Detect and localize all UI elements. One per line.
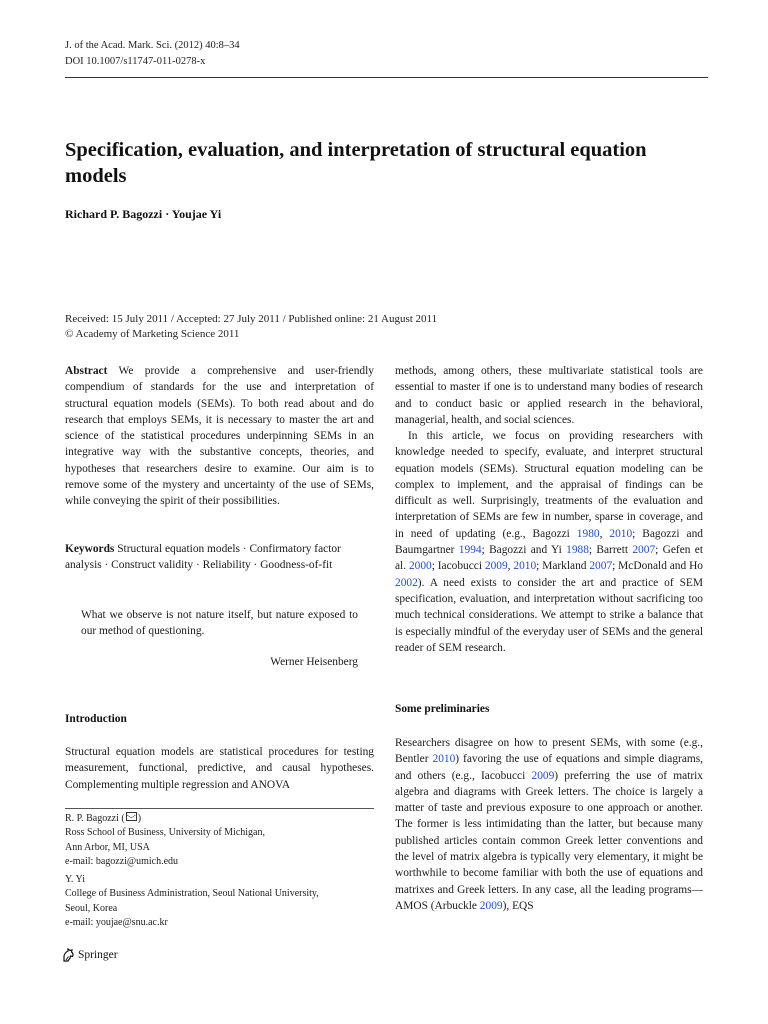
text-run: ; Iacobucci [431, 560, 485, 573]
text-run: ; Barrett [588, 544, 633, 557]
epigraph-author: Werner Heisenberg [270, 656, 358, 668]
citation-link[interactable]: 1994 [458, 544, 482, 557]
introduction-text [65, 744, 374, 793]
text-run: ; Bagozzi and Baumgartner [395, 527, 703, 557]
preliminaries-text [395, 735, 703, 914]
keywords-text: Structural equation models · Confirmatory factor analysis · Construct validity · Reliability · Goodness-of-fit [65, 543, 341, 572]
author2-location: Seoul, Korea [65, 902, 118, 914]
author2-institution: College of Business Administration, Seoul National University, [65, 888, 319, 900]
article-focus-paragraph [395, 428, 703, 656]
author1-name-prefix: R. P. Bagozzi ( [65, 813, 125, 824]
right-column-continuation [395, 363, 703, 428]
citation-link[interactable]: 1980 [576, 527, 600, 540]
abstract [65, 363, 374, 510]
citation-link[interactable]: 2007 [589, 560, 613, 573]
epigraph-quote: What we observe is not nature itself, but nature exposed to our method of questioning. [81, 609, 358, 638]
text-run: ; Gefen et al. [395, 544, 703, 573]
citation-link[interactable]: 2010 [609, 527, 633, 540]
abstract-text: We provide a comprehensive and user-friendly compendium of standards for the use and interpretation of structural equation models (SEMs). To both read about and do research that employs SEMs, it is necessary to master the art and science of the statistical procedures underpinning SEMs in an integrative way with the substantive concepts, theories, and hypotheses that researchers desire to examine. Our aim is to remove some of the mystery and uncertainty of the use of SEMs, while conveying the spirit of their possibilities. [65, 365, 374, 508]
text-run: Researchers disagree on how to present SEMs, with some (e.g., Bentler [395, 737, 703, 766]
text-run: ) favoring the use of equations and simple diagrams, and others (e.g., Iacobucci [395, 753, 704, 782]
citation-link[interactable]: 1988 [566, 544, 589, 557]
author1-name-suffix: ) [137, 813, 142, 824]
citation-link[interactable]: 2009 [531, 769, 555, 782]
introduction-heading: Introduction [65, 713, 127, 725]
envelope-icon [126, 812, 137, 821]
affiliation-author2 [65, 873, 319, 930]
header-rule [65, 77, 708, 78]
keywords [65, 541, 374, 574]
abstract-label: Abstract [65, 365, 108, 377]
preliminaries-heading: Some preliminaries [395, 703, 490, 715]
text-run: ; McDonald and Ho [612, 560, 703, 573]
article-title: Specification, evaluation, and interpretation of structural equation models [65, 139, 647, 187]
author1-location: Ann Arbor, MI, USA [65, 841, 150, 853]
text-run: ; Bagozzi and Yi [481, 544, 567, 557]
affiliation-author1 [65, 812, 265, 869]
right-paragraph-1: methods, among others, these multivariate statistical tools are essential to master if one is to understand many bodies of research and to conduct basic or applied research in the behavioral, managerial, health, and social sciences. [395, 365, 703, 426]
publisher-logo [62, 948, 118, 962]
footnote-rule [65, 808, 374, 809]
citation-link[interactable]: 2009 [479, 899, 503, 912]
author1-email: e-mail: bagozzi@umich.edu [65, 855, 179, 867]
citation-link[interactable]: 2010 [432, 753, 456, 766]
citation-link[interactable]: 2010 [513, 560, 537, 573]
springer-horse-icon [62, 948, 75, 962]
author1-institution: Ross School of Business, University of Michigan, [65, 827, 265, 839]
journal-citation: J. of the Acad. Mark. Sci. (2012) 40:8–34 [65, 40, 240, 51]
author2-name: Y. Yi [65, 874, 86, 885]
text-run: In this article, we focus on providing researchers with knowledge needed to specify, evaluate, and interpret structural equation models (SEMs). Structural equation modeling can be complex to implement, and the appraisal of findings can be difficult as well. Surprisingly, treatments of the evaluation and interpretation of SEMs are few in number, sparse in coverage, and in need of updating (e.g., Bagozzi [395, 430, 703, 540]
citation-link[interactable]: 2007 [632, 544, 656, 557]
preliminaries-paragraph [395, 735, 703, 914]
copyright-line: © Academy of Marketing Science 2011 [65, 328, 240, 340]
text-run: ). A need exists to consider the art and practice of SEM specification, evaluation, and interpretation without sacrificing too much technical considerations. We attempt to strike a balance that is especially mindful of the everyday user of SEMs and the general reader of SEM research. [395, 576, 703, 654]
article-dates: Received: 15 July 2011 / Accepted: 27 July 2011 / Published online: 21 August 2011 [65, 313, 438, 325]
introduction-paragraph: Structural equation models are statistical procedures for testing measurement, functional, predictive, and causal hypotheses. Complementing multiple regression and ANOVA [65, 746, 374, 791]
citation-link[interactable]: 2009 [484, 560, 508, 573]
citation-link[interactable]: 2002 [395, 576, 418, 589]
citation-link[interactable]: 2000 [408, 560, 432, 573]
text-run: ) preferring the use of matrix algebra and diagrams with Greek letters. The choice is largely a matter of taste and previous exposure to one approach or another. The former is less intimidating than the latter, but because many published articles contain common Greek letter conventions and the level of matrix algebra is typically very elementary, it might be worthwhile to become familiar with both the use of equations and matrixes and Greek letters. In any case, all the leading programs—AMOS (Arbuckle [395, 769, 704, 912]
text-run: ), EQS [502, 899, 534, 912]
author2-email: e-mail: youjae@snu.ac.kr [65, 916, 168, 928]
journal-reference [65, 38, 240, 70]
text-run: ; Markland [536, 560, 590, 573]
author-list: Richard P. Bagozzi · Youjae Yi [65, 207, 222, 221]
right-column-paragraph-2 [395, 428, 703, 656]
keywords-label: Keywords [65, 543, 115, 555]
publisher-name: Springer [78, 949, 118, 961]
text-run: , [599, 527, 610, 540]
text-run: , [507, 560, 514, 573]
publication-history [65, 312, 437, 342]
doi: DOI 10.1007/s11747-011-0278-x [65, 56, 206, 67]
